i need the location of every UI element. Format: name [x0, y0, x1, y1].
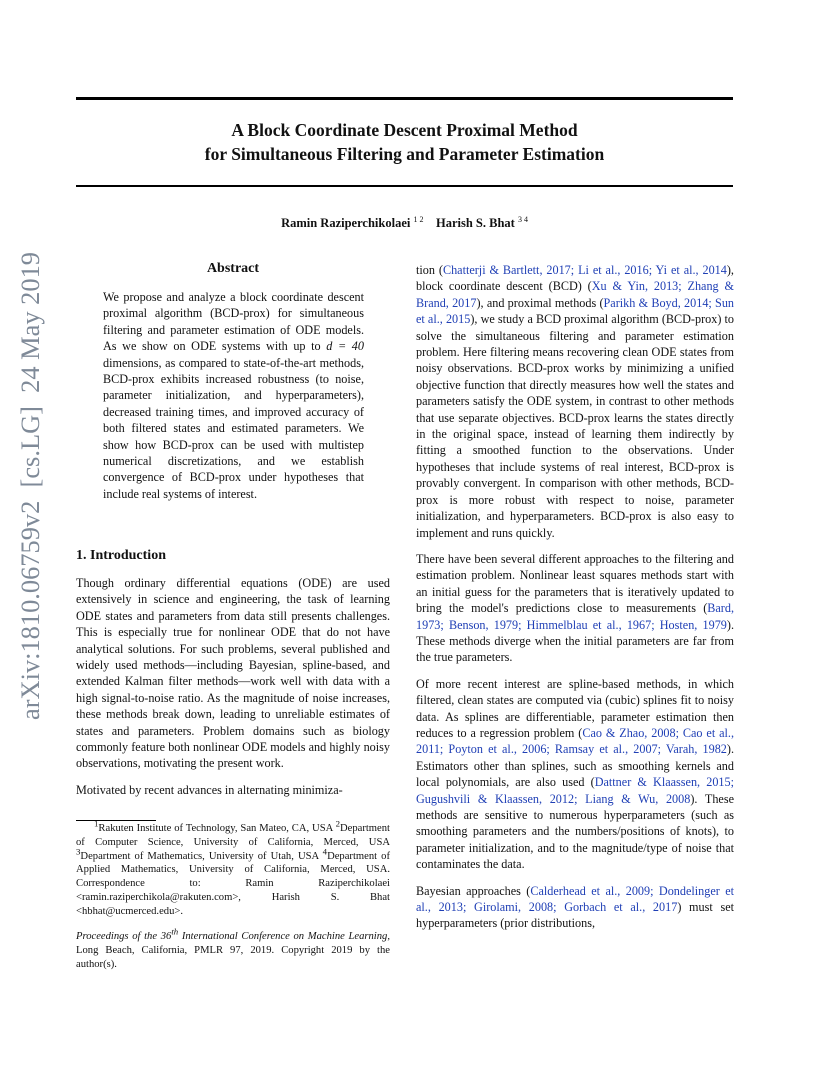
citation-link[interactable]: Cao & Zhao, 2008; Cao et al., 2011; Poyton et al., 2006; Ramsay et al., 2007; Varah, 1982: [416, 725, 734, 757]
footnote-text: Department of Applied Mathematics, University of California, Merced, USA. Correspondence to: Ramin Raziperchikolaei <ramin.raziperchikola@rakuten.com>, Harish S. Bhat <hbhat@ucmerced.edu>.: [76, 850, 390, 917]
proceedings-text: International Conference on Machine Learning: [178, 931, 388, 942]
arxiv-stamp-text: arXiv:1810.06759v2 [cs.LG] 24 May 2019: [16, 259, 45, 720]
footnote-rule: [76, 820, 156, 821]
paragraph: Motivated by recent advances in alternating minimiza-: [76, 782, 343, 797]
affiliation-marks: 1 2: [413, 214, 424, 224]
paragraph: Bayesian approaches (Calderhead et al., 2009; Dondelinger et al., 2013; Girolami, 2008; Gorbach et al., 2017) must set hyperparameters (prior distributions,: [416, 883, 735, 931]
footnote-mark: 2: [335, 818, 340, 829]
paper-title: [76, 118, 733, 166]
ordinal-suffix: th: [171, 926, 179, 937]
footnote-text: Rakuten Institute of Technology, San Mateo, CA, USA: [98, 823, 336, 834]
footnote-text: Department of Computer Science, University of California, Merced, USA: [76, 823, 390, 848]
footnote-text: Department of Mathematics, University of Utah, USA: [80, 850, 323, 862]
affiliation-marks: 3 4: [517, 214, 528, 224]
proceedings-text: , Long Beach, California, PMLR 97, 2019. Copyright 2019 by the author(s).: [76, 931, 390, 970]
proceedings-note: [76, 926, 390, 971]
author-name: Harish S. Bhat: [435, 216, 515, 230]
author-line: [76, 216, 733, 231]
paragraph: tion (Chatterji & Bartlett, 2017; Li et al., 2016; Yi et al., 2014), block coordinate descent (BCD) (Xu & Yin, 2013; Zhang & Brand, 2017), and proximal methods (Parikh & Boyd, 2014; Sun et al., 2015), we study a BCD proximal algorithm (BCD-prox) to solve the simultaneous filtering and parameter estimation problem. Here filtering means recovering clean ODE states from noisy observations. BCD-prox works by minimizing a unified objective function that directly measures how well the states and parameters satisfy the ODE system, in contrast to other methods that use separate objectives. BCD-prox learns the states directly in the original space, instead of learning them indirectly by fitting a smoothed function to the observations. Under hypotheses that include systems of real interest, BCD-prox is provably convergent. In comparison with other methods, BCD-prox is more robust with respect to noise, parameter initialization, and hyperparameters. BCD-prox is also easy to implement and runs quickly.: [416, 263, 735, 540]
inline-math: d = 40: [326, 339, 364, 354]
paragraph: Of more recent interest are spline-based methods, in which filtered, clean states are computed via (cubic) splines fit to noisy data. As splines are differentiable, parameter estimation then reduces to a regression problem (Cao & Zhao, 2008; Cao et al., 2011; Poyton et al., 2006; Ramsay et al., 2007; Varah, 1982). Estimators other than splines, such as smoothing kernels and local polynomials, are also used (Dattner & Klaassen, 2015; Gugushvili & Klaassen, 2012; Liang & Wu, 2008). These methods are sensitive to numerous hyperparameters (such as smoothing parameters and the numbers/positions of knots), to parameter initialization, and to the magnitude/type of noise that contaminates the data.: [416, 676, 735, 872]
title-top-rule: [76, 97, 733, 100]
citation-link[interactable]: Chatterji & Bartlett, 2017; Li et al., 2016; Yi et al., 2014: [442, 263, 727, 277]
right-column: [416, 262, 734, 932]
footnote-mark: 4: [322, 846, 328, 857]
citation-link[interactable]: Parikh & Boyd, 2014; Sun et al., 2015: [416, 295, 735, 327]
arxiv-stamp: [6, 250, 48, 720]
title-line-1: A Block Coordinate Descent Proximal Method: [231, 120, 578, 140]
citation-link[interactable]: Bard, 1973; Benson, 1979; Himmelblau et al., 1967; Hosten, 1979: [416, 601, 734, 632]
author-name: Ramin Raziperchikolaei: [281, 216, 411, 230]
footnote-mark: 1: [94, 818, 99, 829]
abstract-text: We propose and analyze a block coordinate descent proximal algorithm (BCD-prox) for simultaneous filtering and parameter estimation of ODE models. As we show on ODE systems with up to: [103, 290, 364, 354]
arxiv-stamp-graphic: [6, 250, 48, 720]
affiliations-footnote: [76, 818, 390, 919]
title-line-2: for Simultaneous Filtering and Parameter Estimation: [204, 144, 605, 164]
section-heading-introduction: 1. Introduction: [76, 548, 166, 563]
footnote-mark: 3: [76, 846, 81, 857]
citation-link[interactable]: Calderhead et al., 2009; Dondelinger et al., 2013; Girolami, 2008; Gorbach et al., 2017: [416, 883, 735, 915]
abstract-heading: Abstract: [206, 261, 260, 276]
paragraph: There have been several different approaches to the filtering and estimation problem. Nonlinear least squares methods start with an initial guess for the parameters that is iteratively updated to bring the model's predictions close to measurements (Bard, 1973; Benson, 1979; Himmelblau et al., 1967; Hosten, 1979). These methods diverge when the initial parameters are far from the true parameters.: [416, 551, 734, 665]
abstract-body: [103, 289, 364, 502]
citation-link[interactable]: Dattner & Klaassen, 2015; Gugushvili & Klaassen, 2012; Liang & Wu, 2008: [416, 775, 735, 806]
introduction-body: [76, 575, 390, 798]
title-bottom-rule: [76, 185, 733, 187]
abstract-text: dimensions, as compared to state-of-the-art methods, BCD-prox exhibits increased robustness (to noise, parameter initialization, and hyperparameters), decreased training times, and improved accuracy of both filtered states and estimated parameters. We show how BCD-prox can be used with multistep numerical discretizations, and we establish convergence of BCD-prox under hypotheses that include real systems of interest.: [103, 355, 364, 501]
citation-link[interactable]: Xu & Yin, 2013; Zhang & Brand, 2017: [416, 279, 734, 310]
proceedings-text: Proceedings of the 36: [76, 931, 172, 942]
paragraph: Though ordinary differential equations (ODE) are used extensively in science and engineering, the task of learning ODE states and parameters from data still presents challenges. This is especially true for nonlinear ODE that do not have analytical solutions. For such problems, several published and widely used methods—including Bayesian, spline-based, and extended Kalman filter methods—work well with data with a high signal-to-noise ratio. As the magnitude of noise increases, these methods break down, leading to unreliable estimates of states and parameters. Problem domains such as biology commonly feature both nonlinear ODE models and highly noisy observations, motivating the present work.: [76, 576, 390, 771]
